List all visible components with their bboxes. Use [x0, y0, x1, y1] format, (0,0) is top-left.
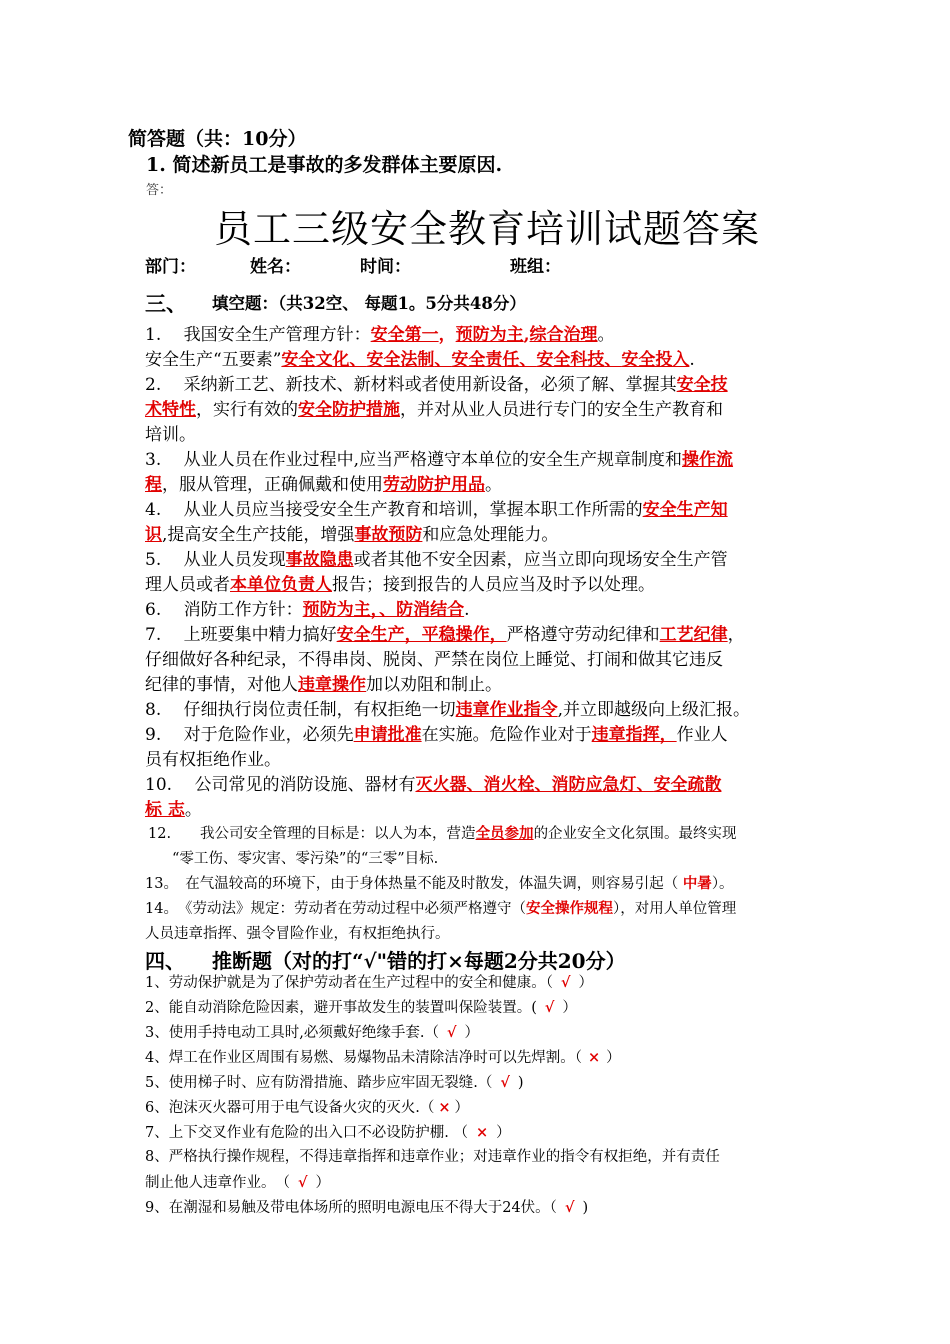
- fill-q10-line1: 10. 公司常见的消防设施、器材有灭火器、消火栓、消防应急灯、安全疏散: [145, 775, 722, 795]
- short-answer-heading: 简答题（共：10分）: [128, 128, 307, 150]
- section3-number: 三、: [145, 291, 187, 316]
- time-field: 时间：: [360, 257, 411, 277]
- fill-q2-line1: 2. 采纳新工艺、新技术、新材料或者使用新设备，必须了解、掌握其安全技: [145, 375, 728, 395]
- tf-item-8-line1: 8、严格执行操作规程，不得违章指挥和违章作业；对违章作业的指令有权拒绝，并有责任: [145, 1149, 720, 1165]
- fill-q2-line3: 培训。: [145, 425, 196, 445]
- fill-q7-line1: 7. 上班要集中精力搞好安全生产，平稳操作，严格遵守劳动纪律和工艺纪律，: [145, 625, 745, 645]
- team-field: 班组：: [510, 257, 561, 277]
- tf-item-1: 1、劳动保护就是为了保护劳动者在生产过程中的安全和健康。（ √ ）: [145, 974, 594, 991]
- tf-item-9: 9、在潮湿和易触及带电体场所的照明电源电压不得大于24伏。（ √ ): [145, 1199, 589, 1216]
- fill-q8: 8. 仔细执行岗位责任制，有权拒绝一切违章作业指令,并立即越级向上级汇报。: [145, 700, 751, 720]
- tf-item-7: 7、上下交叉作业有危险的出入口不必设防护棚. （ × ）: [145, 1124, 511, 1141]
- fill-q5-line2: 理人员或者本单位负责人报告；接到报告的人员应当及时予以处理。: [145, 575, 655, 595]
- fill-q6: 6. 消防工作方针：预防为主，、防消结合.: [145, 600, 470, 620]
- fill-q3-line2: 程，服从管理，正确佩戴和使用劳动防护用品。: [145, 475, 502, 495]
- fill-q7-line3: 纪律的事情，对他人违章操作加以劝阻和制止。: [145, 675, 502, 695]
- tf-item-2: 2、能自动消除危险因素，避开事故发生的装置叫保险装置。( √ ）: [145, 999, 577, 1016]
- name-field: 姓名：: [250, 257, 301, 277]
- tf-item-5: 5、使用梯子时、应有防滑措施、踏步应牢固无裂缝.（ √ ): [145, 1074, 524, 1091]
- answer-label: 答：: [146, 183, 173, 198]
- fill-q4-line2: 识,提高安全生产技能，增强事故预防和应急处理能力。: [145, 525, 559, 545]
- tf-item-6: 6、泡沫灭火器可用于电气设备火灾的灭火.（ × ）: [145, 1099, 469, 1116]
- fill-q7-line2: 仔细做好各种纪录，不得串岗、脱岗、严禁在岗位上睡觉、打闹和做其它违反: [145, 650, 723, 670]
- section3-heading: 填空题：（共32空、 每题1。5分共48分）: [212, 294, 526, 313]
- check-mark-icon: √: [298, 1174, 308, 1191]
- document-title: 员工三级安全教育培训试题答案: [214, 207, 761, 251]
- fill-q12-line2: “零工伤、零灾害、零污染”的“三零”目标.: [172, 851, 439, 867]
- fill-q2-line2: 术特性，实行有效的安全防护措施，并对从业人员进行专门的安全生产教育和: [145, 400, 723, 420]
- check-mark-icon: √: [500, 1074, 510, 1091]
- check-mark-icon: √: [544, 999, 555, 1016]
- cross-mark-icon: ×: [475, 1124, 489, 1141]
- short-answer-question: 1. 简述新员工是事故的多发群体主要原因.: [146, 154, 503, 176]
- tf-item-4: 4、焊工在作业区周围有易燃、易爆物品未清除洁净时可以先焊割。（ × ）: [145, 1049, 621, 1066]
- tf-item-8-line2: 制止他人违章作业。 （ √ ）: [145, 1174, 331, 1191]
- fill-q9-line1: 9. 对于危险作业，必须先申请批准在实施。危险作业对于违章指挥，作业人: [145, 725, 728, 745]
- fill-q10-line2: 标 志。: [145, 800, 202, 820]
- section4-heading: 推断题（对的打“√"错的打×每题2分共20分）: [212, 949, 626, 973]
- fill-q1b: 安全生产“五要素”安全文化、安全法制、安全责任、安全科技、安全投入.: [145, 350, 695, 370]
- fill-q1: 1. 我国安全生产管理方针：安全第一，预防为主,综合治理。: [145, 325, 615, 345]
- fill-q5-line1: 5. 从业人员发现事故隐患或者其他不安全因素，应当立即向现场安全生产管: [145, 550, 728, 570]
- fill-q13: 13。 在气温较高的环境下，由于身体热量不能及时散发，体温失调，则容易引起（ 中暑）。: [145, 875, 734, 892]
- fill-q14-line2: 人员违章指挥、强令冒险作业，有权拒绝执行。: [145, 926, 450, 942]
- check-mark-icon: √: [446, 1024, 457, 1041]
- dept-field: 部门：: [145, 257, 196, 277]
- fill-q3-line1: 3. 从业人员在作业过程中,应当严格遵守本单位的安全生产规章制度和操作流: [145, 450, 734, 470]
- check-mark-icon: √: [560, 974, 571, 991]
- section4-number: 四、: [145, 949, 185, 973]
- fill-q12-line1: 12. 我公司安全管理的目标是：以人为本，营造全员参加的企业安全文化氛围。最终实现: [148, 825, 737, 842]
- cross-mark-icon: ×: [587, 1049, 601, 1066]
- tf-item-3: 3、使用手持电动工具时,必须戴好绝缘手套.（ √ ）: [145, 1024, 479, 1041]
- fill-q9-line2: 员有权拒绝作业。: [145, 750, 281, 770]
- check-mark-icon: √: [564, 1199, 575, 1216]
- fill-q4-line1: 4. 从业人员应当接受安全生产教育和培训，掌握本职工作所需的安全生产知: [145, 500, 728, 520]
- fill-q14-line1: 14。 《劳动法》规定：劳动者在劳动过程中必须严格遵守（安全操作规程），对用人单位管理: [145, 900, 737, 917]
- cross-mark-icon: ×: [438, 1099, 451, 1116]
